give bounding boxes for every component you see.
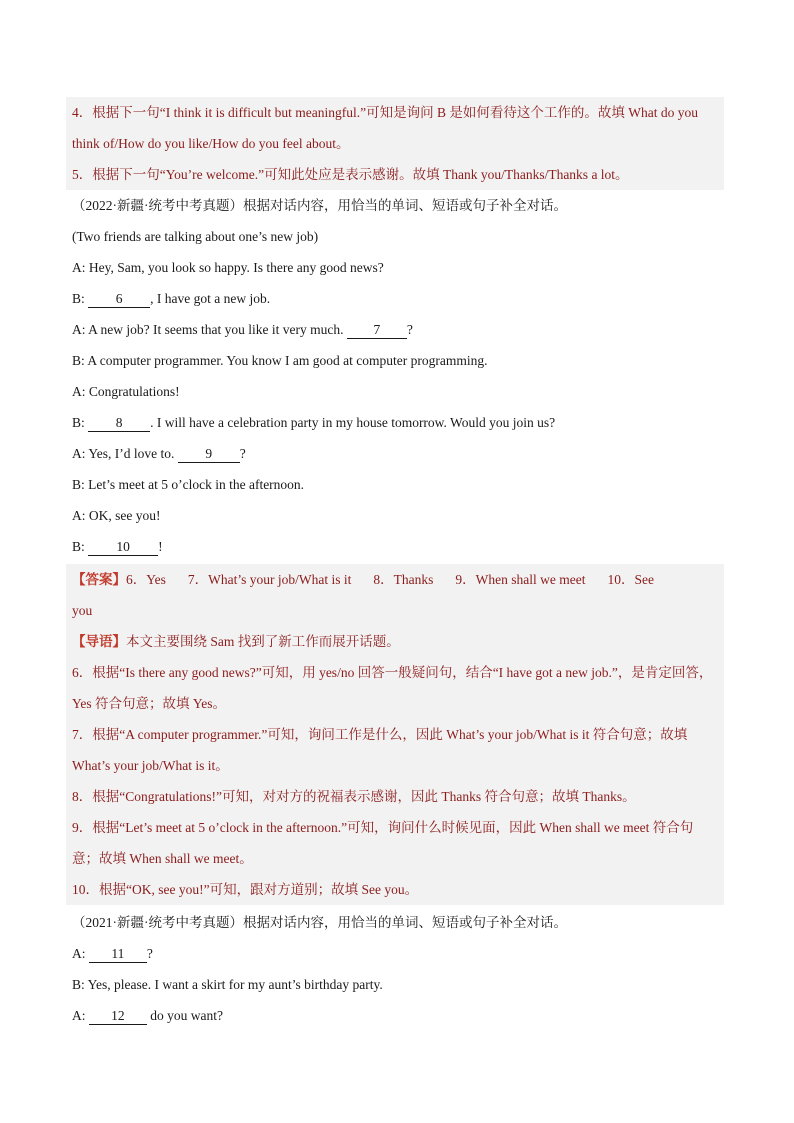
dialogue-text: A: A new job? It seems that you like it very much. [72,322,347,337]
speaker-a: A: [72,946,89,961]
speaker-b: B: [72,415,89,430]
speaker-b: B: [72,291,89,306]
guide-tag: 【导语】 [72,634,126,649]
answer-item-7: 7．What’s your job/What is it [187,572,352,587]
blank-6[interactable]: 6 [88,291,150,308]
answer-item-6: 6．Yes [126,572,166,587]
dialogue-line-b3 [72,407,724,438]
explanation-7-line1: 7．根据“A computer programmer.”可知，询问工作是什么，因此 What’s your job/What is it 符合句意；故填 [66,719,724,750]
dialogue-line-a5: A: OK, see you! [72,508,161,523]
blank-8[interactable]: 8 [88,415,150,432]
dialogue-text: . I will have a celebration party in my house tomorrow. Would you join us? [150,415,556,430]
explanation-4-line2: think of/How do you like/How do you feel about。 [66,128,724,159]
answer-line [66,564,724,595]
dialogue-line-b1 [72,283,724,314]
dialogue-text: do you want? [146,1008,223,1023]
dialogue-text: ? [146,946,153,961]
guide-line [66,626,724,657]
dialogue-text: ? [239,446,246,461]
guide-text: 本文主要围绕 Sam 找到了新工作而展开话题。 [126,634,400,649]
dialogue-line-a4 [72,438,724,469]
answer-tag: 【答案】 [72,572,126,587]
dialogue-text: ? [406,322,413,337]
explanation-9-line2: 意；故填 When shall we meet。 [66,843,724,874]
question-source-2021: （2021·新疆·统考中考真题）根据对话内容，用恰当的单词、短语或句子补全对话。 [72,915,567,930]
dialogue-line-a12 [72,1000,724,1031]
answer-item-9: 9．When shall we meet [455,572,586,587]
blank-11[interactable]: 11 [89,946,147,963]
dialogue-line-b2: B: A computer programmer. You know I am good at computer programming. [72,353,488,368]
speaker-a: A: [72,1008,89,1023]
blank-12[interactable]: 12 [89,1008,147,1025]
blank-10[interactable]: 10 [88,539,158,556]
dialogue-line-b5 [72,531,724,562]
dialogue-line-b4: B: Let’s meet at 5 o’clock in the afternoon. [72,477,305,492]
explanation-8: 8．根据“Congratulations!”可知，对对方的祝福表示感谢，因此 Thanks 符合句意；故填 Thanks。 [66,781,724,812]
dialogue-line-a2 [72,314,724,345]
question-source-2022: （2022·新疆·统考中考真题）根据对话内容，用恰当的单词、短语或句子补全对话。 [72,198,567,213]
explanation-9-line1: 9．根据“Let’s meet at 5 o’clock in the afternoon.”可知，询问什么时候见面，因此 When shall we meet 符合句 [66,812,724,843]
blank-7[interactable]: 7 [347,322,407,339]
answer-wrap: you [66,595,724,626]
explanation-5: 5．根据下一句“You’re welcome.”可知此处应是表示感谢。故填 Thank you/Thanks/Thanks a lot。 [66,159,724,190]
explanation-6-line1: 6．根据“Is there any good news?”可知，用 yes/no 回答一般疑问句，结合“I have got a new job.”，是肯定回答， [66,657,724,688]
dialogue-line-b11: B: Yes, please. I want a skirt for my aunt’s birthday party. [72,977,383,992]
explanation-7-line2: What’s your job/What is it。 [66,750,724,781]
dialogue-context: (Two friends are talking about one’s new job) [72,229,319,244]
dialogue-line-a1: A: Hey, Sam, you look so happy. Is there any good news? [72,260,384,275]
explanation-10: 10．根据“OK, see you!”可知，跟对方道别；故填 See you。 [66,874,724,905]
explanation-4-line1: 4．根据下一句“I think it is difficult but meaningful.”可知是询问 B 是如何看待这个工作的。故填 What do you [66,97,724,128]
answer-item-10: 10．See [607,572,654,587]
answer-item-8: 8．Thanks [373,572,434,587]
explanation-6-line2: Yes 符合句意；故填 Yes。 [66,688,724,719]
dialogue-text: ! [158,539,163,554]
dialogue-line-a11 [72,938,724,969]
blank-9[interactable]: 9 [178,446,240,463]
speaker-b: B: [72,539,89,554]
dialogue-text: , I have got a new job. [150,291,271,306]
dialogue-text: A: Yes, I’d love to. [72,446,178,461]
dialogue-line-a3: A: Congratulations! [72,384,180,399]
